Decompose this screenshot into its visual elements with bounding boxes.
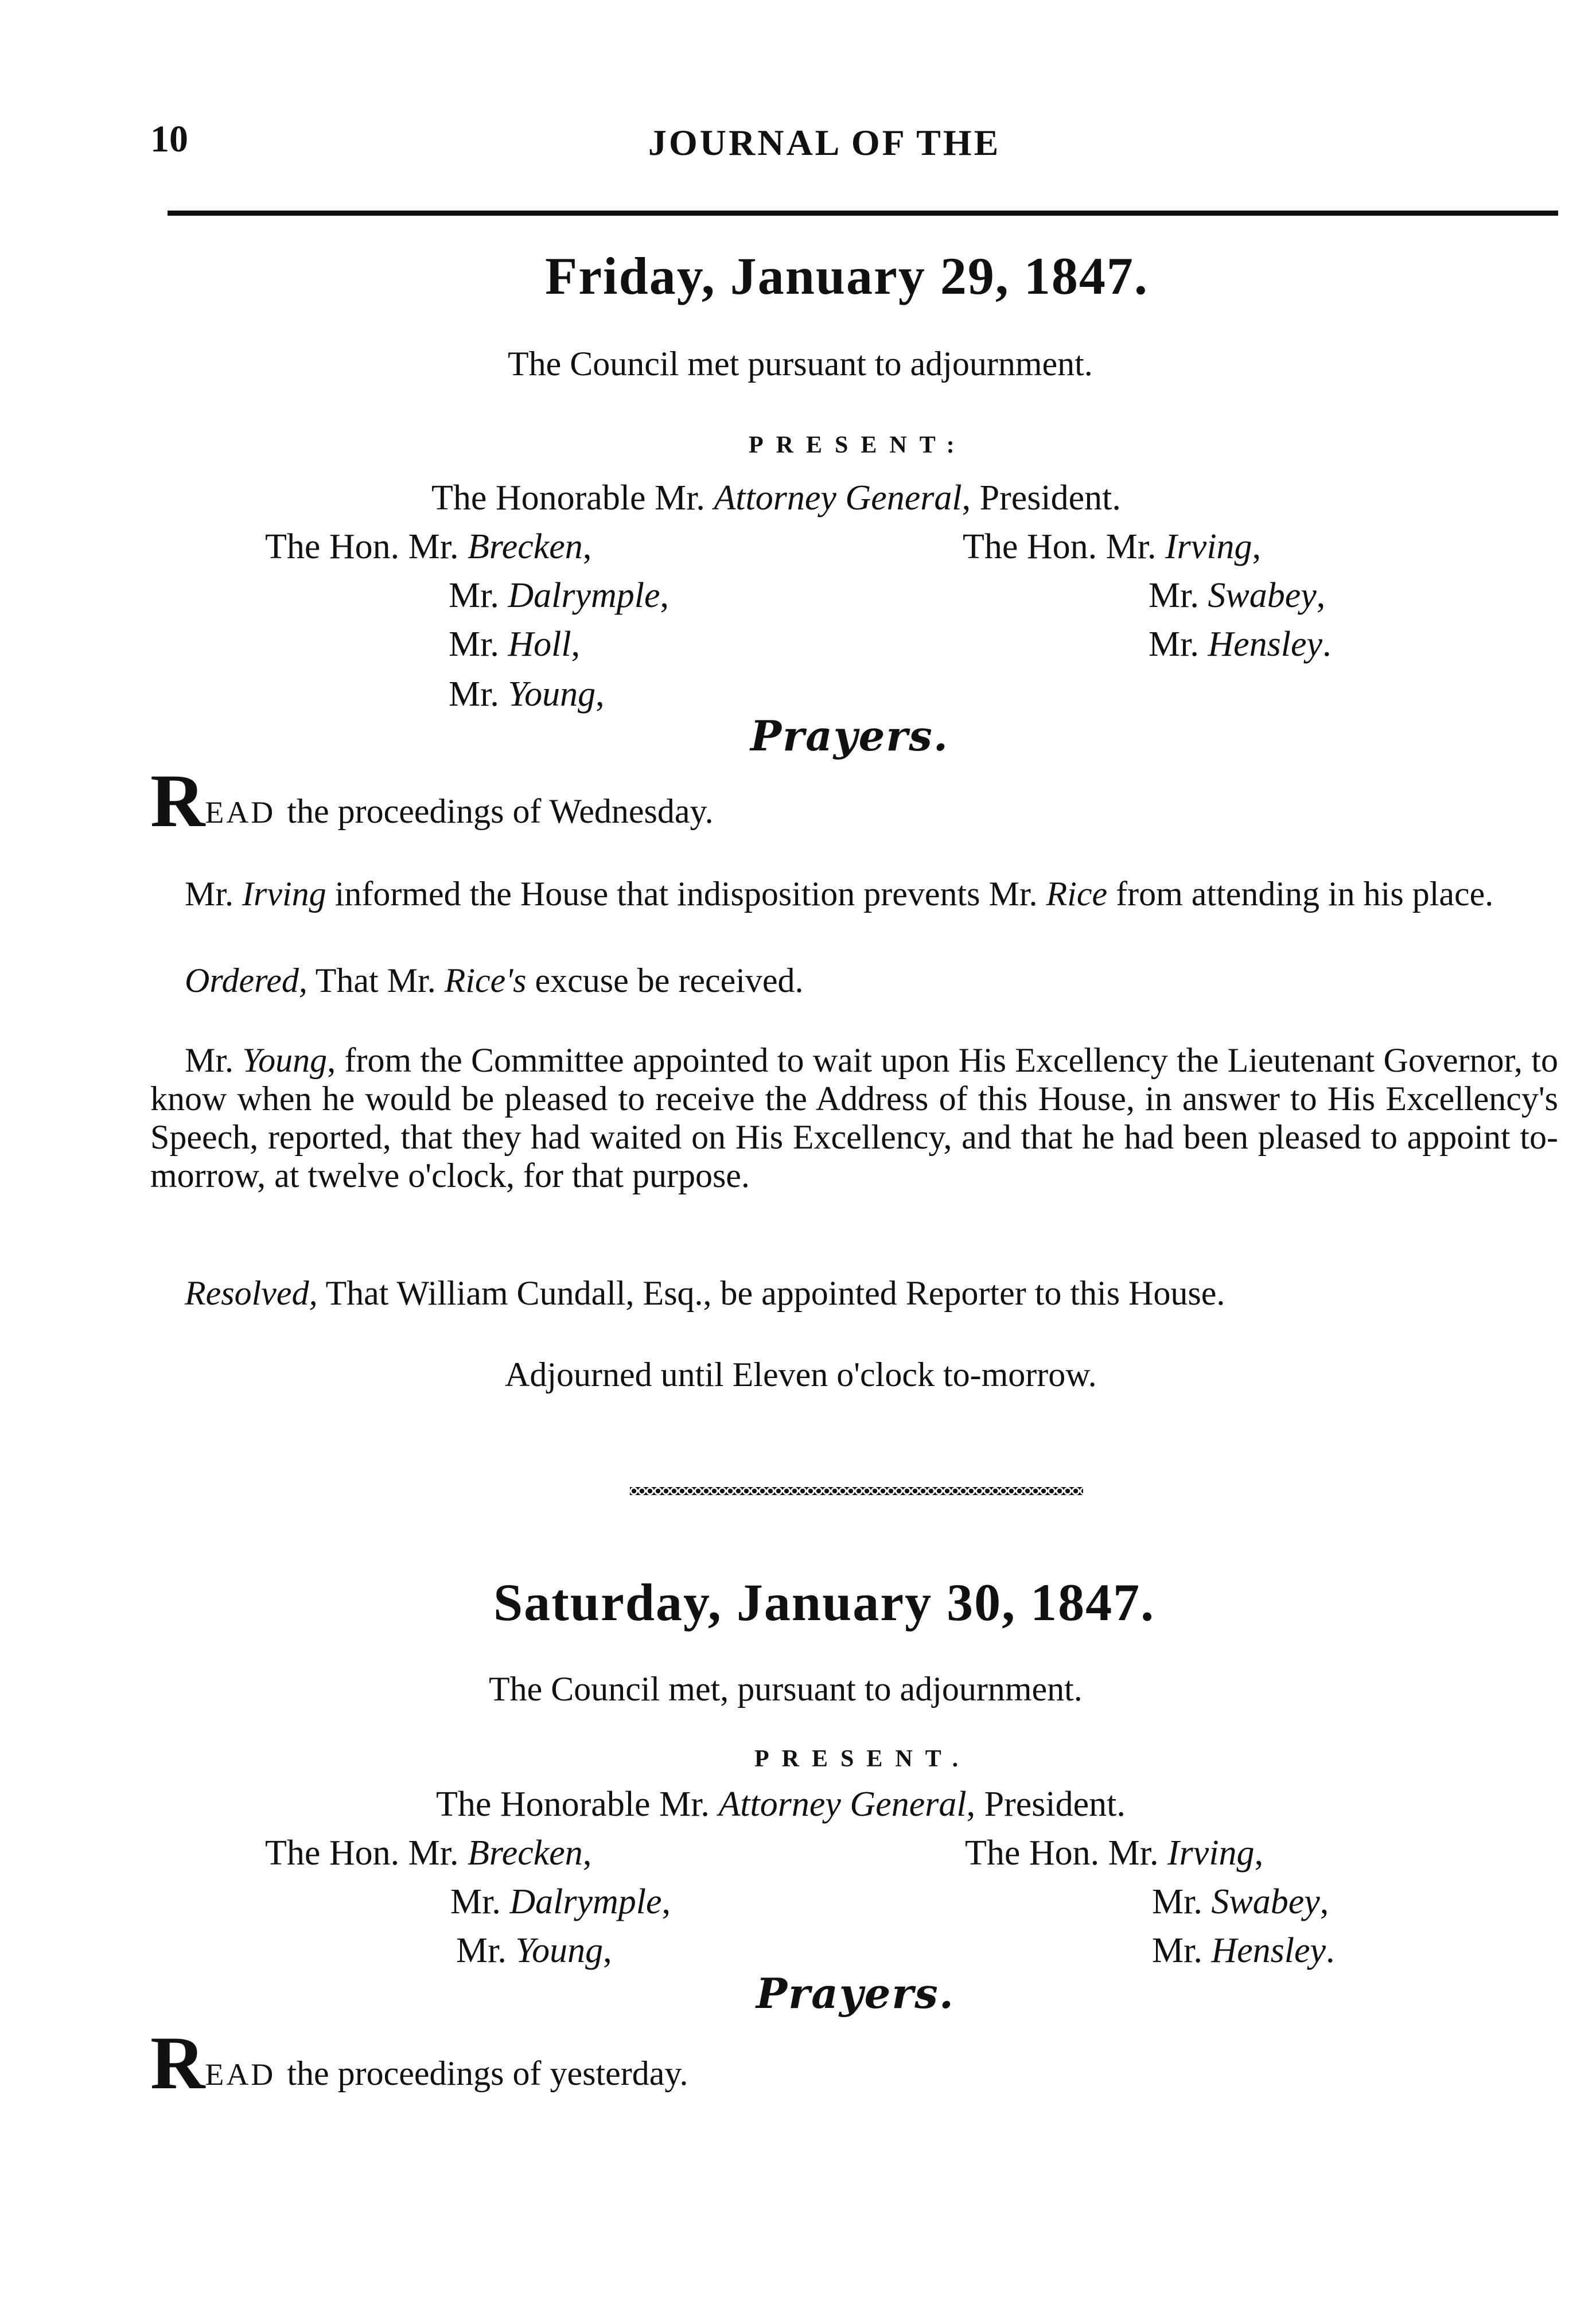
session-day: Friday [545, 247, 702, 305]
member-line: Mr. Holl, [449, 625, 581, 664]
member-line: Mr. Dalrymple, [450, 1882, 671, 1921]
member-line: Mr. Young, [456, 1931, 612, 1970]
session-date: , January 30, 1847. [707, 1573, 1155, 1632]
adjourned-line: Adjourned until Eleven o'clock to-morrow. [505, 1356, 1097, 1394]
present-label: PRESENT: [749, 432, 967, 458]
member-line: Mr. Hensley. [1152, 1931, 1335, 1970]
resolved-line: Resolved, That William Cundall, Esq., be appointed Reporter to this House. [185, 1274, 1225, 1312]
read-proceedings-line: READ the proceedings of yesterday. [150, 2021, 688, 2105]
member-line: Mr. Hensley. [1149, 625, 1332, 664]
member-line: The Hon. Mr. Irving, [963, 527, 1262, 566]
member-line: Mr. Swabey, [1152, 1882, 1329, 1921]
ordered-line: Ordered, That Mr. Rice's excuse be received. [185, 962, 804, 999]
drop-cap: R [150, 2021, 205, 2105]
ornamental-divider [630, 1487, 1083, 1495]
president-line: The Honorable Mr. Attorney General, President. [431, 478, 1121, 517]
member-line: The Hon. Mr. Brecken, [265, 1834, 592, 1873]
council-met-line: The Council met, pursuant to adjournment. [489, 1670, 1083, 1708]
member-line: The Hon. Mr. Irving, [965, 1834, 1264, 1873]
member-line: Mr. Swabey, [1149, 576, 1326, 615]
young-report-paragraph: Mr. Young, from the Committee appointed to wait upon His Excellency the Lieutenant Governor, to know when he would be pleased to receive the Address of this House, in answer to His Excellency's Speech, reported, that they had waited on His Excellency, and that he had been pleased to appoint to-morrow, at twelve o'clock, for that purpose. [150, 1041, 1558, 1194]
drop-cap: R [150, 758, 205, 843]
header-rule [168, 211, 1558, 216]
prayers-heading: Prayers. [750, 711, 949, 760]
member-line: Mr. Young, [449, 675, 605, 714]
page-number: 10 [150, 118, 188, 160]
president-line: The Honorable Mr. Attorney General, President. [436, 1785, 1126, 1824]
session-date: , January 29, 1847. [701, 247, 1149, 305]
irving-paragraph: Mr. Irving informed the House that indisposition prevents Mr. Rice from attending in his place. [185, 875, 1494, 913]
session-date-heading [545, 246, 1149, 306]
running-title: JOURNAL OF THE [648, 122, 1001, 163]
read-proceedings-line: READ the proceedings of Wednesday. [150, 758, 714, 843]
prayers-heading: Prayers. [756, 1969, 955, 2018]
member-line: The Hon. Mr. Brecken, [265, 527, 592, 566]
session-day: Saturday [493, 1573, 708, 1632]
session-date-heading [493, 1572, 1155, 1633]
present-label: PRESENT. [754, 1746, 971, 1772]
member-line: Mr. Dalrymple, [449, 576, 669, 615]
council-met-line: The Council met pursuant to adjournment. [508, 345, 1093, 383]
